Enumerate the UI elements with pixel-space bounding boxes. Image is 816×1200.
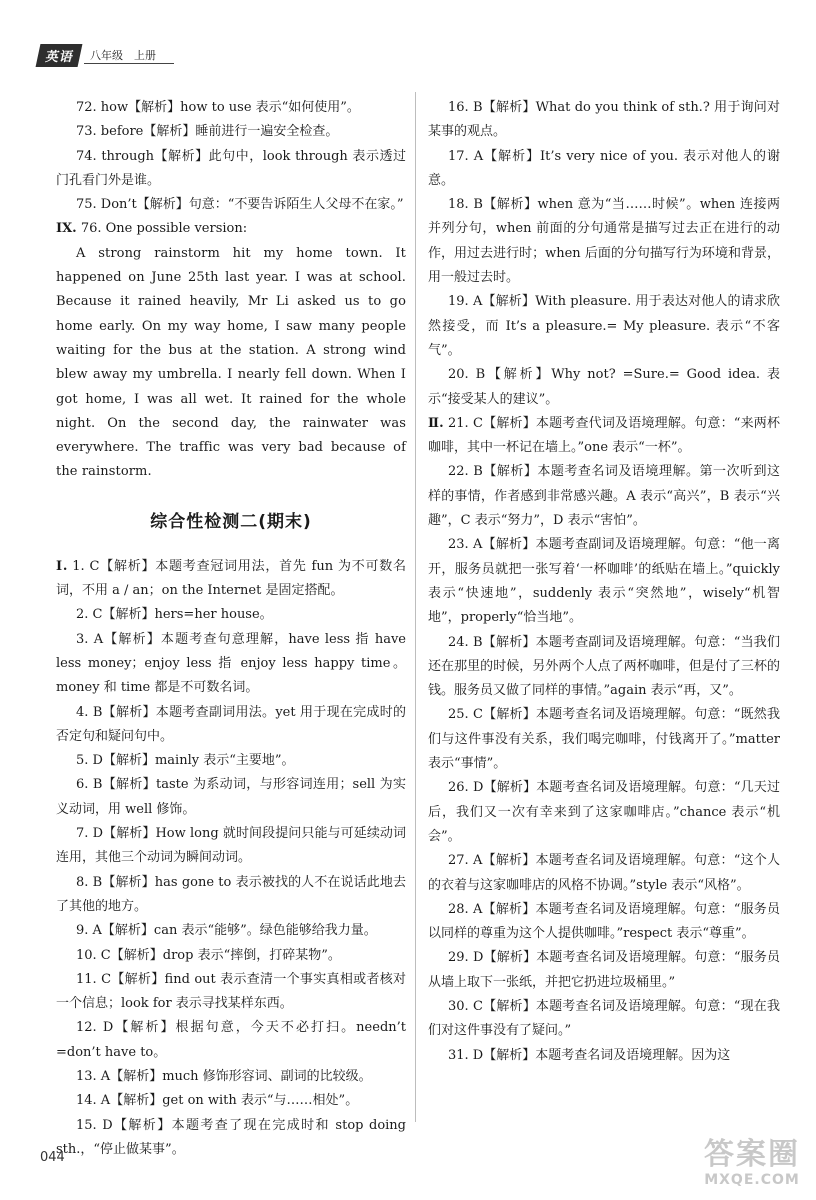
answer-item: 27. A【解析】本题考查名词及语境理解。句意：“这个人的衣着与这家咖啡店的风格不协调。”style 表示“风格”。 bbox=[428, 853, 780, 893]
answer-item: 72. how【解析】how to use 表示“如何使用”。 bbox=[76, 100, 360, 115]
answer-item: 12. D【解析】根据句意，今天不必打扫。needn’t =don’t have to。 bbox=[56, 1020, 406, 1060]
answer-item: 18. B【解析】when 意为“当……时候”。when 连接两并列分句，when 前面的分句通常是描写过去正在进行的动作，用过去进行时；when 后面的分句描写行为环境和背景，用一般过去时。 bbox=[428, 197, 780, 286]
answer-item: 19. A【解析】With pleasure. 用于表达对他人的请求欣然接受，而 It’s a pleasure.= My pleasure. 表示“不客气”。 bbox=[428, 294, 780, 358]
answer-item: 8. B【解析】has gone to 表示被找的人不在说话此地去了其他的地方。 bbox=[56, 874, 406, 914]
answer-item: 28. A【解析】本题考查名词及语境理解。句意：“服务员以同样的尊重为这个人提供咖啡。”respect 表示“尊重”。 bbox=[428, 901, 780, 942]
answer-item: 3. A【解析】本题考查句意理解，have less 指 have less money；enjoy less 指 enjoy less happy time。money 和 time 都是不可数名词。 bbox=[56, 631, 406, 696]
answer-item: 24. B【解析】本题考查副词及语境理解。句意：“当我们还在那里的时候，另外两个人点了两杯咖啡，但是付了三杯的钱。服务员又做了同样的事情。”again 表示“再，又”。 bbox=[428, 634, 780, 699]
answer-item: 74. through【解析】此句中，look through 表示透过门孔看门外是谁。 bbox=[56, 148, 406, 188]
section-title: 综合性检测二(期末) bbox=[150, 511, 312, 532]
answer-item: 16. B【解析】What do you think of sth.? 用于询问对某事的观点。 bbox=[428, 100, 780, 140]
answer-item: 26. D【解析】本题考查名词及语境理解。句意：“几天过后，我们又一次有幸来到了这家咖啡店。”chance 表示“机会”。 bbox=[428, 780, 780, 844]
answer-item: 20. B【解析】Why not? =Sure.= Good idea. 表示“接受某人的建议”。 bbox=[428, 367, 780, 407]
section-roman: IX. bbox=[56, 221, 77, 237]
page-number: 044 bbox=[40, 1150, 65, 1165]
answer-item: 15. D【解析】本题考查了现在完成时和 stop doing sth.，“停止做某事”。 bbox=[56, 1117, 406, 1157]
answer-item: 30. C【解析】本题考查名词及语境理解。句意：“现在我们对这件事没有了疑问。” bbox=[428, 998, 780, 1039]
answer-item: 5. D【解析】mainly 表示“主要地”。 bbox=[76, 753, 295, 769]
section-text: 21. C【解析】本题考查代词及语境理解。句意：“来两杯咖啡，其中一杯记在墙上。”one 表示“一杯”。 bbox=[428, 415, 781, 456]
answer-item: 4. B【解析】本题考查副词用法。yet 用于现在完成时的否定句和疑问句中。 bbox=[56, 704, 406, 744]
section-roman: Ⅱ. bbox=[428, 415, 444, 431]
watermark-url: MXQE.COM bbox=[704, 1172, 800, 1188]
answer-item: 10. C【解析】drop 表示“摔倒，打碎某物”。 bbox=[76, 947, 341, 963]
page-header bbox=[38, 44, 174, 66]
answer-item: 7. D【解析】How long 就时间段提问只能与可延续动词连用，其他三个动词为瞬间动词。 bbox=[56, 826, 406, 866]
answer-item: 75. Don’t【解析】句意：“不要告诉陌生人父母不在家。” bbox=[76, 197, 404, 213]
answer-item: 22. B【解析】本题考查名词及语境理解。第一次听到这样的事情，作者感到非常感兴趣。A 表示“高兴”，B 表示“兴趣”，C 表示“努力”，D 表示“害怕”。 bbox=[428, 464, 780, 529]
answer-item: 23. A【解析】本题考查副词及语境理解。句意：“他一离开，服务员就把一张写着‘一杯咖啡’的纸贴在墙上。”quickly 表示“快速地”，suddenly 表示“突然地”，wisely“机智地”，properly“恰当地”。 bbox=[428, 537, 780, 626]
answer-item: 11. C【解析】find out 表示查清一个事实真相或者核对一个信息；look for 表示寻找某样东西。 bbox=[56, 971, 406, 1012]
answer-item: 6. B【解析】taste 为系动词，与形容词连用；sell 为实义动词，用 well 修饰。 bbox=[56, 777, 406, 817]
left-column bbox=[56, 96, 406, 1162]
section-heading bbox=[428, 412, 780, 461]
answer-item: 17. A【解析】It’s very nice of you. 表示对他人的谢意。 bbox=[428, 148, 780, 188]
answer-item: 2. C【解析】hers=her house。 bbox=[76, 607, 273, 623]
section-heading bbox=[56, 217, 406, 241]
section-text: 76. One possible version: bbox=[80, 221, 248, 237]
answer-item: 13. A【解析】much 修饰形容词、副词的比较级。 bbox=[76, 1068, 372, 1084]
answer-item: 73. before【解析】睡前进行一遍安全检查。 bbox=[76, 124, 339, 140]
right-column bbox=[428, 96, 780, 1068]
section-text: 1. C【解析】本题考查冠词用法，首先 fun 为不可数名词，不用 a / an；on the Internet 是固定搭配。 bbox=[56, 558, 406, 599]
section-roman: Ⅰ. bbox=[56, 558, 68, 574]
subject-badge: 英语 bbox=[36, 44, 83, 67]
watermark-logo: 答案圈 bbox=[704, 1137, 800, 1172]
section-heading bbox=[56, 555, 406, 604]
answer-item: 25. C【解析】本题考查名词及语境理解。句意：“既然我们与这件事没有关系，我们喝完咖啡，付钱离开了。”matter 表示“事情”。 bbox=[428, 707, 780, 772]
essay-text: A strong rainstorm hit my home town. It happened on June 25th last year. I was at school. Because it rained heavily, Mr Li asked us to go home early. On my way home, I saw many people waiting for the bus at the station. A strong wind blew away my umbrella. I nearly fell down. When I got home, I was all wet. It rained for the whole night. On the second day, the rainwater was everywhere. The traffic was very bad because of the rainstorm. bbox=[56, 245, 406, 480]
answer-item: 9. A【解析】can 表示“能够”。绿色能够给我力量。 bbox=[76, 923, 377, 939]
answer-item: 31. D【解析】本题考查名词及语境理解。因为这 bbox=[448, 1047, 731, 1063]
grade-label: 八年级 上册 bbox=[84, 47, 174, 64]
watermark bbox=[704, 1138, 800, 1188]
column-divider bbox=[415, 92, 416, 1122]
answer-item: 29. D【解析】本题考查名词及语境理解。句意：“服务员从墙上取下一张纸，并把它扔进垃圾桶里。” bbox=[428, 950, 780, 990]
answer-item: 14. A【解析】get on with 表示“与……相处”。 bbox=[76, 1093, 359, 1109]
